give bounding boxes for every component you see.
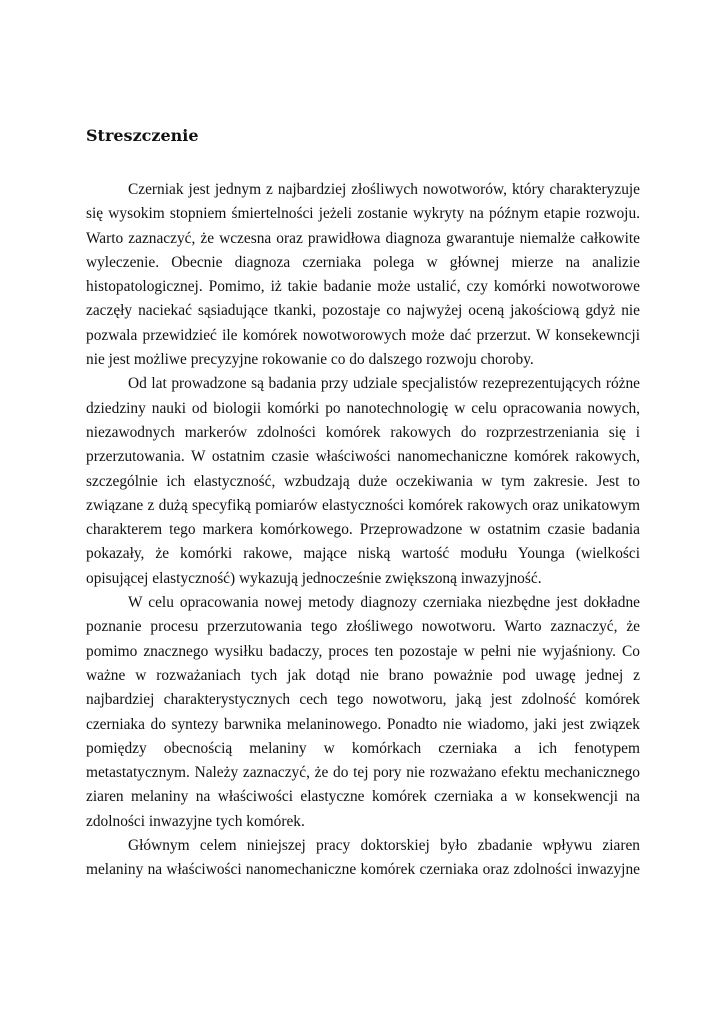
text-line: dziedziny nauki od biologii komórki po nanotechnologię w celu opracowania nowych, [86, 399, 640, 417]
text-line: najbardziej charakterystycznych cech tego nowotworu, jaką jest zdolność komórek [86, 691, 640, 709]
text-line: niezawodnych markerów zdolności komórek rakowych do rozprzestrzeniania się i [86, 423, 640, 441]
text-line: związane z dużą specyfiką pomiarów elastyczności komórek rakowych oraz unikatowym [86, 496, 640, 514]
text-line: Głównym celem niniejszej pracy doktorskiej było zbadanie wpływu ziaren [128, 837, 640, 855]
text-line: przerzutowania. W ostatnim czasie właściwości nanomechaniczne komórek rakowych, [86, 448, 640, 466]
text-line: nie jest możliwe precyzyjne rokowanie co do dalszego rozwoju choroby. [86, 351, 534, 369]
text-line: zdolności inwazyjne tych komórek. [86, 812, 305, 830]
text-line: opisującej elastyczność) wykazują jednocześnie zwiększoną inwazyjność. [86, 569, 542, 587]
text-line: Czerniak jest jednym z najbardziej złośliwych nowotworów, który charakteryzuje [128, 181, 640, 198]
text-line: W celu opracowania nowej metody diagnozy czerniaka niezbędne jest dokładne [128, 594, 640, 612]
text-line: pomiędzy obecnością melaniny w komórkach czerniaka a ich fenotypem [86, 739, 640, 757]
text-line: poznanie procesu przerzutowania tego złośliwego nowotworu. Warto zaznaczyć, że [86, 618, 640, 636]
text-line: wyleczenie. Obecnie diagnoza czerniaka polega w głównej mierze na analizie [86, 253, 640, 271]
text-line: metastatycznym. Należy zaznaczyć, że do tej pory nie rozważano efektu mechanicznego [86, 764, 640, 782]
text-line: Od lat prowadzone są badania przy udziale specjalistów rezeprezentujących różne [128, 375, 640, 393]
text-line: pokazały, że komórki rakowe, mające niską wartość modułu Younga (wielkości [86, 545, 640, 563]
text-line: Warto zaznaczyć, że wczesna oraz prawidłowa diagnoza gwarantuje niemalże całkowite [86, 229, 640, 247]
text-line: czerniaka do syntezy barwnika melaninowego. Ponadto nie wiadomo, jaki jest związek [86, 715, 640, 733]
text-line: histopatologicznej. Pomimo, iż takie badanie może ustalić, czy komórki nowotworowe [86, 278, 640, 296]
text-line: melaniny na właściwości nanomechaniczne komórek czerniaka oraz zdolności inwazyjne [86, 861, 640, 879]
text-line: szczególnie ich elastyczność, wzbudzają duże oczekiwania w tym zakresie. Jest to [86, 472, 640, 490]
text-line: pomimo znacznego wysiłku badaczy, proces ten pozostaje w pełni nie wyjaśniony. Co [86, 642, 640, 660]
text-line: pozwala przewidzieć ile komórek nowotworowych może dać przerzut. W konsekewncji [86, 326, 640, 344]
section-heading: Streszczenie [86, 126, 199, 145]
text-line: ziaren melaniny na właściwości elastyczne komórek czerniaka a w konsekwencji na [86, 788, 640, 806]
text-line: charakterem tego markera komórkowego. Przeprowadzone w ostatnim czasie badania [86, 521, 640, 539]
text-line: ważne w rozważaniach tych jak dotąd nie brano poważnie pod uwagę jednej z [86, 666, 640, 684]
text-line: zaczęły naciekać sąsiadujące tkanki, pozostaje co najwyżej oceną jakościową gdyż nie [86, 302, 640, 320]
text-line: się wysokim stopniem śmiertelności jeżeli zostanie wykryty na późnym etapie rozwoju. [86, 205, 640, 223]
abstract-body [86, 178, 640, 883]
